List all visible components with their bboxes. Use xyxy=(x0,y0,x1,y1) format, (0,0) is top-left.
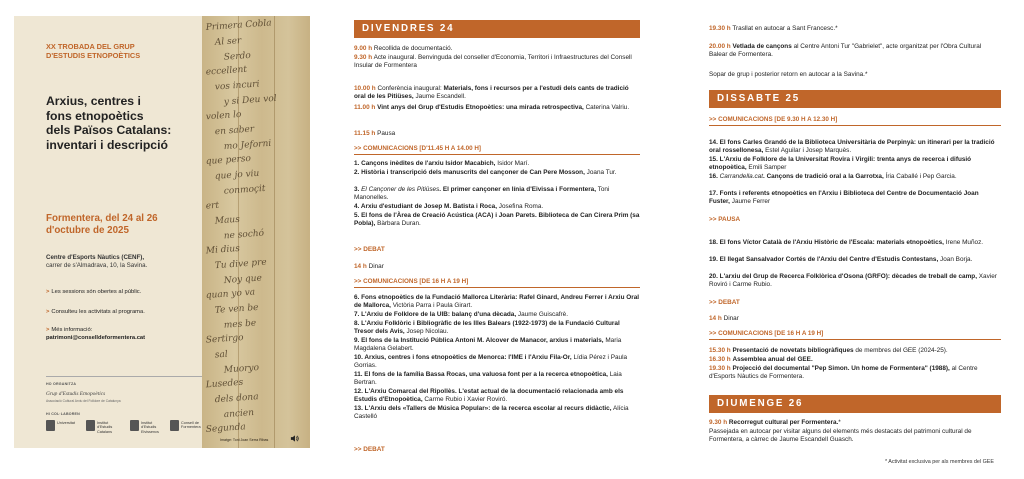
schedule-item: Passejada en autocar per visitar alguns del elements més destacats del patrimoni cultural de Formentera, a càrrec de Jaume Escandell Guasch. xyxy=(709,428,972,444)
communication-item: 3. El Cançoner de les Pitiüses. El primer cançoner en línia d'Eivissa i Formentera, Toni Manonelles. xyxy=(354,186,610,202)
schedule-item: Sopar de grup i posterior retorn en autocar a la Savina.* xyxy=(709,71,868,78)
manuscript-image xyxy=(202,16,310,448)
collaborator-logo: Institut d'Estudis Catalans xyxy=(86,419,124,433)
communication-item: 14. El fons Carles Grandó de la Biblioteca Universitària de Perpinyà: un itinerari per la tradició oral rossellonesa, Estel Aguilar i Josep Marquès. xyxy=(709,139,995,155)
debate-label: >> DEBAT xyxy=(354,246,385,253)
handwritten-word: quan yo va xyxy=(205,287,256,301)
communication-item: 13. L'Arxiu dels «Tallers de Música Popular»: de la recerca escolar al recurs didàctic, Alícia Castelló xyxy=(354,405,629,421)
section-communications-morning: >> COMUNICACIONS [D'11.45 H A 14.00 H] xyxy=(354,144,640,155)
handwritten-word: conmoçit xyxy=(223,183,266,197)
collaborator-logo: Consell de Formentera xyxy=(170,419,202,433)
handwritten-word: y si Deu vol xyxy=(223,93,277,108)
day-header-26: DIUMENGE 26 xyxy=(709,395,1001,413)
arrow-icon: > xyxy=(46,289,50,295)
handwritten-word: mes be xyxy=(223,318,257,331)
handwritten-word: eccellent xyxy=(205,64,248,78)
schedule-item: 11.15 h Pausa xyxy=(354,130,396,137)
handwritten-word: que jo viu xyxy=(214,168,260,182)
schedule-item: 19.30 h Trasllat en autocar a Sant Francesc.* xyxy=(709,25,838,32)
communication-item: 9. El fons de la Institució Pública Antoni M. Alcover de Manacor, arxius i materials, Maria Magdalena Gelabert. xyxy=(354,337,622,353)
schedule-item: 19.30 h Projecció del documental "Pep Simon. Un home de Formentera" (1988), al Centre d'Esports Nàutics de Formentera. xyxy=(709,365,978,381)
schedule-item: 16.30 h Assemblea anual del GEE. xyxy=(709,356,813,363)
info-list-program: > Consulteu les activitats al programa. xyxy=(46,309,145,315)
info-list-contact: > Més informació: patrimoni@conselldeformentera.cat xyxy=(46,327,201,342)
communication-item: 7. L'Arxiu de Folklore de la UIB: balanç d'una dècada, Jaume Guiscafrè. xyxy=(354,311,569,318)
communication-item: 1. Cançons inèdites de l'arxiu Isidor Macabich, Isidor Marí. xyxy=(354,160,530,167)
handwritten-word: Primera Cobla xyxy=(205,18,272,33)
communication-item: 18. El fons Víctor Català de l'Arxiu Històric de l'Escala: materials etnopoètics, Irene Muñoz. xyxy=(709,239,984,246)
schedule-item: 9.30 h Recorregut cultural per Formentera.* xyxy=(709,419,841,426)
handwritten-word: Mi dius xyxy=(205,243,241,257)
handwritten-word: Muoryo xyxy=(223,363,260,376)
schedule-item: 15.30 h Presentació de novetats bibliogràfiques de membres del GEE (2024-25). xyxy=(709,347,948,354)
communication-item: 15. L'Arxiu de Folklore de la Universitat Rovira i Virgili: trenta anys de recerca i difusió etnopoètica, Emili Samper xyxy=(709,156,972,172)
communication-item: 2. Història i transcripció dels manuscrits del cançoner de Can Pere Mosson, Joana Tur. xyxy=(354,169,617,176)
schedule-item: 10.00 h Conferència inaugural: Materials, fons i recursos per a l'estudi dels cants de tradició oral de les Pitiüses, Jaume Escandell. xyxy=(354,85,629,101)
debate-label: >> DEBAT xyxy=(354,446,385,453)
schedule-item: 14 h Dinar xyxy=(354,263,384,270)
arrow-icon: > xyxy=(46,327,50,333)
schedule-item: 9.00 h Recollida de documentació. xyxy=(354,45,453,52)
handwritten-word: Segunda xyxy=(205,422,247,435)
section-communications-afternoon: >> COMUNICACIONS [DE 16 H A 19 H] xyxy=(709,329,1001,340)
communication-item: 19. El llegat Sansalvador Cortés de l'Arxiu del Centre d'Estudis Contestans, Joan Borja. xyxy=(709,256,973,263)
organizers: HO ORGANITZA Grup d'Estudis Etnopoètics Associació Cultural Arxiu del Folklore de Catalunya HI COL·LABOREN Universitat Institut d'Estudis Catalans Institut d'Estudis Eivissencs Consell de Formentera xyxy=(46,376,202,377)
handwritten-word: que perso xyxy=(205,153,252,167)
day-header-25: DISSABTE 25 xyxy=(709,90,1001,108)
schedule-item: 20.00 h Vetlada de cançons al Centre Antoni Tur "Gabrielet", acte organitzat per l'Obra Cultural Balear de Formentera. xyxy=(709,43,982,59)
venue: Centre d'Esports Nàutics (CENF), carrer de s'Almadrava, 10, la Savina. xyxy=(46,254,148,269)
gee-logo: Grup d'Estudis Etnopoètics xyxy=(46,391,106,397)
handwritten-word: vos incuri xyxy=(214,79,260,93)
collaborator-logos xyxy=(46,419,202,433)
day-header-24: DIVENDRES 24 xyxy=(354,20,640,38)
handwritten-word: Lusedes xyxy=(205,377,244,391)
debate-label: >> DEBAT xyxy=(709,299,740,306)
handwritten-word: Maus xyxy=(214,214,241,227)
section-communications-morning: >> COMUNICACIONS [DE 9.30 H A 12.30 H] xyxy=(709,115,1001,126)
handwriting xyxy=(202,16,310,448)
schedule-item: 14 h Dinar xyxy=(709,315,739,322)
image-credit: Imatge: Toni Joan Serra Ribas xyxy=(220,438,269,442)
handwritten-word: ert xyxy=(205,200,220,212)
handwritten-word: volen lo xyxy=(205,109,242,123)
event-title: XX TROBADA DEL GRUP D'ESTUDIS ETNOPOÈTICS xyxy=(46,42,141,60)
section-communications-afternoon: >> COMUNICACIONS [DE 16 H A 19 H] xyxy=(354,277,640,288)
communication-item: 6. Fons etnopoètics de la Fundació Mallorca Literària: Rafel Ginard, Andreu Ferrer i Arxiu Oral de Mallorca, Victòria Parra i Paula Girart. xyxy=(354,294,640,310)
communication-item: 5. El fons de l'Àrea de Creació Acústica (ACA) i Joan Parets. Biblioteca de Can Cirera Prim (sa Pobla), Bàrbara Duran. xyxy=(354,212,640,228)
handwritten-word: sal xyxy=(214,349,229,361)
communication-item: 8. L'Arxiu Folklòric i Bibliogràfic de les Illes Balears (1922-1973) de la Fundació Cultural Tresor dels Avis, Josep Nicolau. xyxy=(354,320,620,336)
handwritten-word: dels dona xyxy=(214,392,259,406)
handwritten-word: Serdo xyxy=(223,50,252,63)
communication-item: 20. L'arxiu del Grup de Recerca Folklòrica d'Osona (GRFO): dècades de treball de camp, Xavier Roviró i Carme Rubio. xyxy=(709,273,997,289)
handwritten-word: Sertirgo xyxy=(205,333,244,346)
communication-item: 11. El fons de la família Bassa Rocas, una valuosa font per a la recerca etnopoètica, Laia Bertran. xyxy=(354,371,622,387)
pause-label: >> PAUSA xyxy=(709,216,741,223)
main-title: Arxius, centres i fons etnopoètics dels Països Catalans: inventari i descripció xyxy=(46,94,172,152)
handwritten-word: ne sochó xyxy=(223,228,265,242)
handwritten-word: Tu dive pre xyxy=(214,257,268,272)
info-list-open: > Les sessions són obertes al públic. xyxy=(46,289,142,295)
communication-item: 17. Fonts i referents etnopoètics en l'Arxiu i Biblioteca del Centre de Documentació Joan Fuster, Jaume Ferrer xyxy=(709,190,979,206)
speaker-icon xyxy=(290,434,299,443)
handwritten-word: Al ser xyxy=(214,36,242,48)
collaborator-logo: Universitat xyxy=(46,419,78,433)
communication-item: 10. Arxius, centres i fons etnopoètics de Menorca: l'IME i l'Arxiu Fila-Or, Lídia Pérez i Paula Gorrias. xyxy=(354,354,628,370)
handwritten-word: en saber xyxy=(214,124,255,138)
arrow-icon: > xyxy=(46,309,50,315)
communication-item: 4. Arxiu d'estudiant de Josep M. Batista i Roca, Josefina Roma. xyxy=(354,203,544,210)
collaborator-logo: Institut d'Estudis Eivissencs xyxy=(130,419,166,433)
cover-panel xyxy=(14,16,202,448)
handwritten-word: ancien xyxy=(223,408,255,421)
footnote: * Activitat exclusiva per als membres del GEE xyxy=(884,459,994,465)
handwritten-word: Noy que xyxy=(223,273,263,287)
handwritten-word: Te ven be xyxy=(214,302,259,316)
contact-email[interactable]: patrimoni@conselldeformentera.cat xyxy=(46,334,146,341)
schedule-item: 11.00 h Vint anys del Grup d'Estudis Etnopoètics: una mirada retrospectiva, Caterina Valriu. xyxy=(354,104,630,111)
communication-item: 16. Carrandella.cat. Cançons de tradició oral a la Garrotxa, Íria Caballé i Pep Garcia. xyxy=(709,173,957,180)
event-dates: Formentera, del 24 al 26 d'octubre de 2025 xyxy=(46,213,158,236)
handwritten-word: mo Jeforni xyxy=(223,138,272,153)
schedule-item: 9.30 h Acte inaugural. Benvinguda del conseller d'Economia, Territori i Infraestructures del Consell Insular de Formentera xyxy=(354,54,632,70)
communication-item: 12. L'Arxiu Comarcal del Ripollès. L'estat actual de la documentació relacionada amb els Estudis d'Etnopoètica, Carme Rubio i Xavier Roviró. xyxy=(354,388,624,404)
